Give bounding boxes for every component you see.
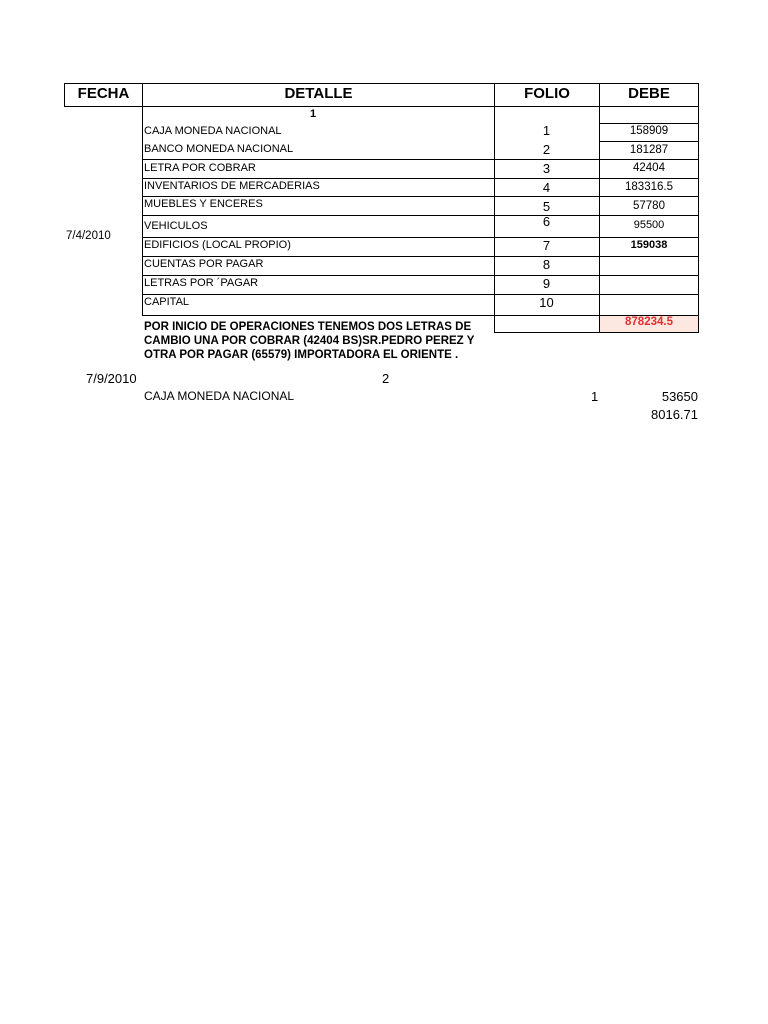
entry2-folio: 1 bbox=[591, 389, 599, 404]
entry2-extra-value: 8016.71 bbox=[651, 407, 698, 422]
debe-amount: 95500 bbox=[633, 219, 665, 231]
row-line bbox=[142, 159, 699, 160]
header-folio: FOLIO bbox=[494, 83, 600, 107]
account-name: BANCO MONEDA NACIONAL bbox=[144, 143, 294, 155]
entry-date: 7/4/2010 bbox=[66, 230, 111, 242]
debe-amount: 181287 bbox=[629, 144, 669, 156]
debe-amount: 159038 bbox=[630, 239, 668, 251]
row-line bbox=[142, 237, 699, 238]
debe-amount: 42404 bbox=[633, 162, 665, 174]
header-detalle: DETALLE bbox=[142, 83, 495, 107]
account-name: CAPITAL bbox=[144, 296, 190, 308]
row-line bbox=[494, 332, 699, 333]
entry2-date: 7/9/2010 bbox=[86, 371, 137, 386]
entry-number: 1 bbox=[310, 108, 317, 120]
folio-number: 7 bbox=[542, 238, 551, 253]
entry2-number: 2 bbox=[382, 371, 390, 386]
glosa-line: CAMBIO UNA POR COBRAR (42404 BS)SR.PEDRO PEREZ Y bbox=[144, 335, 475, 347]
account-name: EDIFICIOS (LOCAL PROPIO) bbox=[144, 239, 291, 251]
folio-number: 1 bbox=[542, 123, 551, 138]
entry-glosa bbox=[144, 320, 474, 362]
glosa-line: OTRA POR PAGAR (65579) IMPORTADORA EL ORIENTE . bbox=[144, 349, 459, 361]
glosa-line: POR INICIO DE OPERACIONES TENEMOS DOS LETRAS DE bbox=[144, 321, 472, 333]
row-line bbox=[142, 256, 699, 257]
account-name: LETRAS POR ´PAGAR bbox=[144, 277, 259, 289]
row-line bbox=[599, 141, 699, 142]
debe-amount: 57780 bbox=[633, 200, 665, 212]
account-name: CUENTAS POR PAGAR bbox=[144, 258, 264, 270]
account-name: MUEBLES Y ENCERES bbox=[144, 198, 263, 210]
row-line bbox=[142, 275, 699, 276]
entry2-debe: 53650 bbox=[661, 389, 698, 404]
header-debe: DEBE bbox=[599, 83, 699, 107]
folio-number: 4 bbox=[542, 180, 551, 195]
account-name: LETRA POR COBRAR bbox=[144, 162, 256, 174]
entry2-account-name: CAJA MONEDA NACIONAL bbox=[144, 389, 295, 403]
header-fecha: FECHA bbox=[64, 83, 143, 107]
folio-number: 9 bbox=[542, 276, 551, 291]
row-line bbox=[142, 294, 699, 295]
row-line bbox=[599, 123, 699, 124]
account-name: CAJA MONEDA NACIONAL bbox=[144, 125, 282, 137]
row-line bbox=[142, 215, 699, 216]
row-line bbox=[142, 196, 699, 197]
folio-number: 2 bbox=[542, 142, 551, 157]
folio-number: 3 bbox=[542, 161, 551, 176]
folio-number: 5 bbox=[542, 199, 551, 214]
row-line bbox=[142, 178, 699, 179]
debe-amount: 158909 bbox=[629, 125, 669, 137]
folio-number: 8 bbox=[542, 257, 551, 272]
folio-number: 6 bbox=[542, 214, 551, 229]
total-debe: 878234.5 bbox=[625, 316, 673, 328]
detalle-left-border bbox=[142, 106, 143, 316]
folio-number: 10 bbox=[539, 295, 554, 310]
account-name: VEHICULOS bbox=[144, 220, 208, 232]
account-name: INVENTARIOS DE MERCADERIAS bbox=[144, 180, 320, 192]
debe-amount: 183316.5 bbox=[625, 181, 673, 193]
